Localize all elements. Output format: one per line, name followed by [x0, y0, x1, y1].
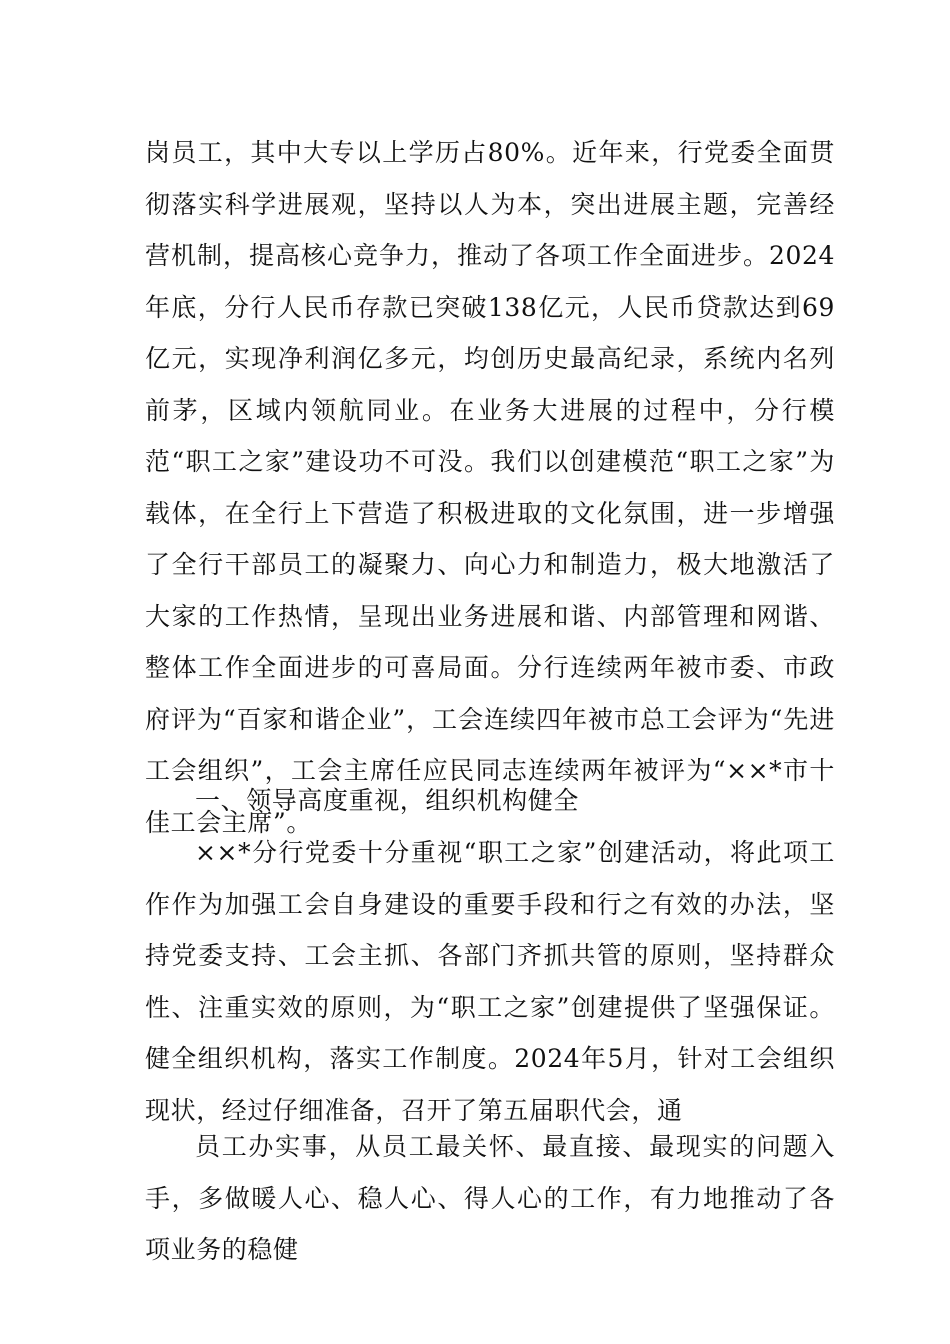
- body-paragraph: [145, 827, 835, 1136]
- heading-text: 一、领导高度重视，组织机构健全: [195, 786, 580, 815]
- section-heading: [145, 775, 835, 827]
- paragraph-text: 岗员工，其中大专以上学历占80%。近年来，行党委全面贯彻落实科学进展观，坚持以人为本，突出进展主题，完善经营机制，提高核心竞争力，推动了各项工作全面进步。2024年底，分行人民币存款已突破138亿元，人民币贷款达到69亿元，实现净利润亿多元，均创历史最高纪录，系统内名列前茅，区域内领航同业。在业务大进展的过程中，分行模范“职工之家”建设功不可没。我们以创建模范“职工之家”为载体，在全行上下营造了积极进取的文化氛围，进一步增强了全行干部员工的凝聚力、向心力和制造力，极大地激活了大家的工作热情，呈现出业务进展和谐、内部管理和网谐、整体工作全面进步的可喜局面。分行连续两年被市委、市政府评为“百家和谐企业”，工会连续四年被市总工会评为“先进工会组织”，工会主席任应民同志连续两年被评为“××*市十佳工会主席”。: [145, 138, 835, 837]
- body-paragraph: [145, 127, 835, 848]
- paragraph-text: ××*分行党委十分重视“职工之家”创建活动，将此项工作作为加强工会自身建设的重要手段和行之有效的办法，坚持党委支持、工会主抓、各部门齐抓共管的原则，坚持群众性、注重实效的原则，为“职工之家”创建提供了坚强保证。健全组织机构，落实工作制度。2024年5月，针对工会组织现状，经过仔细准备，召开了第五届职代会，通: [145, 838, 835, 1125]
- body-paragraph: [145, 1121, 835, 1276]
- paragraph-text: 员工办实事，从员工最关怀、最直接、最现实的问题入手，多做暖人心、稳人心、得人心的工作，有力地推动了各项业务的稳健: [145, 1132, 835, 1264]
